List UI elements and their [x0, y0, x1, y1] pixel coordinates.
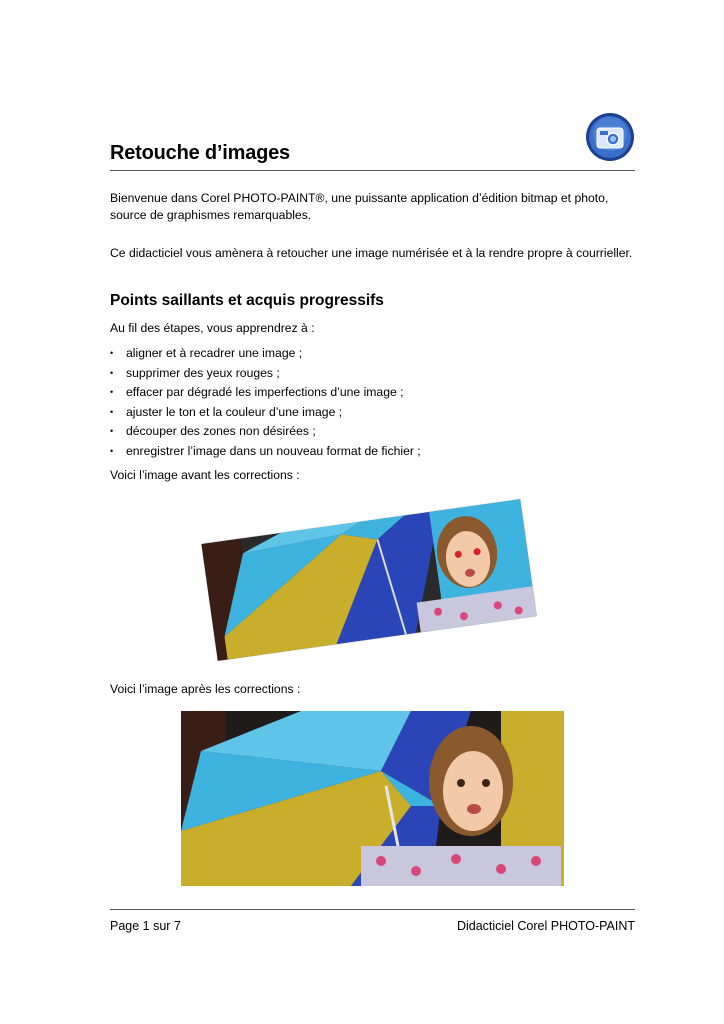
title-divider [110, 170, 635, 171]
intro-paragraph-1: Bienvenue dans Corel PHOTO-PAINT®, une puissante application d’édition bitmap et photo, source de graphismes remarquables. [110, 191, 609, 222]
bullet-icon: • [110, 406, 114, 417]
intro-paragraph-2: Ce didacticiel vous amènera à retoucher une image numérisée et à la rendre propre à courrieller. [110, 246, 633, 260]
caption-before: Voici l’image avant les corrections : [110, 468, 300, 482]
caption-after: Voici l’image après les corrections : [110, 682, 301, 696]
list-item: • effacer par dégradé les imperfections d’une image ; [110, 383, 421, 403]
list-item: • enregistrer l’image dans un nouveau format de fichier ; [110, 442, 421, 462]
bullet-icon: • [110, 367, 114, 378]
bullet-icon: • [110, 445, 114, 456]
camera-logo-icon [585, 112, 635, 162]
photo-before-correction [201, 499, 536, 661]
section-heading: Points saillants et acquis progressifs [110, 292, 384, 309]
bullet-icon: • [110, 348, 114, 358]
photo-after-correction [181, 711, 564, 886]
section-intro: Au fil des étapes, vous apprendrez à : [110, 321, 315, 335]
learning-list [110, 344, 421, 462]
list-item: • aligner et à recadrer une image ; [110, 344, 421, 364]
bullet-icon: • [110, 387, 114, 398]
document-title: Didacticiel Corel PHOTO-PAINT [456, 919, 635, 933]
list-item: • découper des zones non désirées ; [110, 422, 421, 442]
list-item: • supprimer des yeux rouges ; [110, 364, 421, 384]
bullet-icon: • [110, 426, 114, 437]
page-number: Page 1 sur 7 [110, 919, 181, 933]
footer-divider [110, 909, 635, 910]
page-title: Retouche d’images [110, 142, 290, 164]
list-item: • ajuster le ton et la couleur d’une image ; [110, 403, 421, 423]
